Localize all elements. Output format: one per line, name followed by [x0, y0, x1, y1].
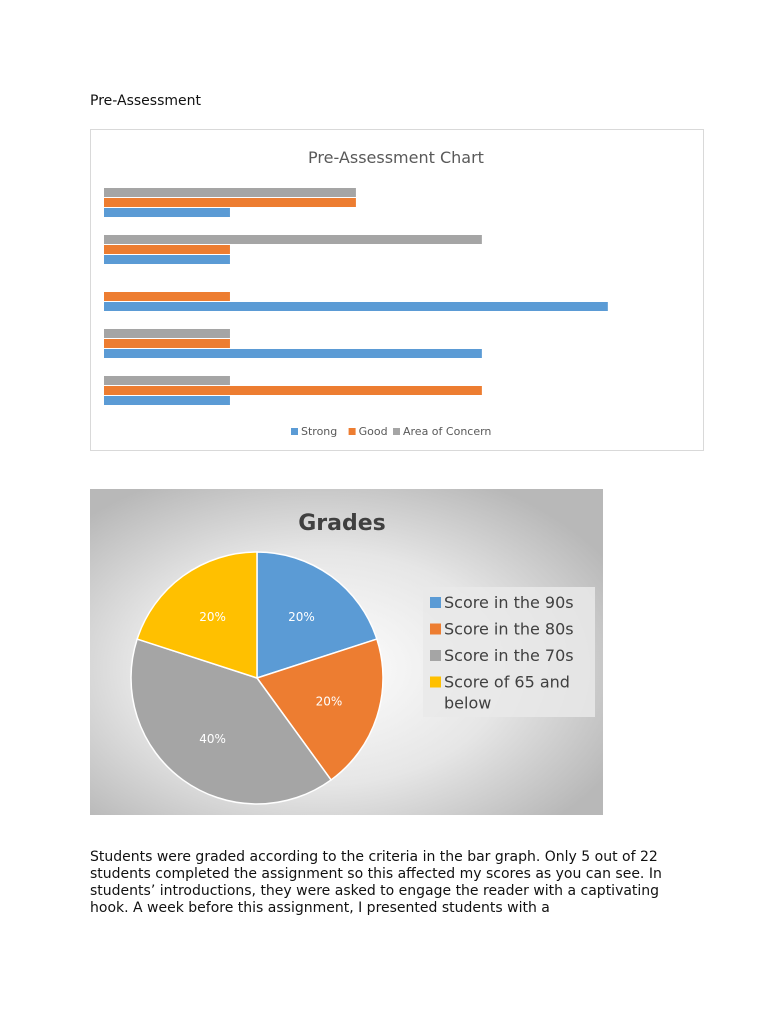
- bar-good-2: [104, 245, 230, 254]
- pie-chart-svg: [90, 489, 603, 815]
- legend-label-strong: Strong: [301, 425, 338, 438]
- pie-legend-swatch-score-in-the-70s: [430, 650, 441, 661]
- pie-chart-title: Grades: [298, 511, 386, 536]
- legend-label-area-of-concern: Area of Concern: [403, 425, 492, 438]
- body-paragraph: Students were graded according to the criteria in the bar graph. Only 5 out of 22 students completed the assignment so this affected my scores as you can see. In students’ introductions, they were asked to engage the reader with a captivating hook. A week before this assignment, I presented students with a: [90, 849, 662, 916]
- grades-pie-chart: [90, 489, 603, 815]
- legend-swatch-area-of-concern: [393, 428, 400, 435]
- pie-legend-label-score-in-the-90s: Score in the 90s: [444, 593, 574, 612]
- pie-legend-label-score-in-the-80s: Score in the 80s: [444, 619, 574, 639]
- pie-label-score-in-the-80s: 20%: [315, 694, 343, 709]
- pie-label-score-in-the-90s: 20%: [288, 609, 315, 624]
- bar-good-5: [104, 386, 482, 395]
- bar-strong-3: [104, 302, 608, 311]
- pie-label-score-of-65-and-below: 20%: [199, 609, 226, 624]
- bar-area-of-concern-5: [104, 376, 230, 385]
- bar-strong-1: [104, 208, 230, 217]
- legend-label-good: Good: [358, 425, 388, 438]
- bar-strong-2: [104, 255, 230, 264]
- page-title: Pre-Assessment: [90, 93, 201, 109]
- bar-good-1: [104, 198, 356, 207]
- pie-legend-label-score-of-65-and-below: Score of 65 and below: [444, 672, 570, 713]
- pie-legend-swatch-score-in-the-80s: [430, 624, 441, 635]
- bar-area-of-concern-4: [104, 329, 230, 338]
- bar-chart-svg: [91, 130, 703, 450]
- pie-label-score-in-the-70s: 40%: [199, 732, 226, 747]
- pie-legend-swatch-score-in-the-90s: [430, 597, 441, 608]
- bar-area-of-concern-1: [104, 188, 356, 197]
- bar-strong-4: [104, 349, 482, 358]
- bar-strong-5: [104, 396, 230, 405]
- pie-legend-label-score-in-the-70s: Score in the 70s: [444, 646, 574, 665]
- pre-assessment-bar-chart: [90, 129, 704, 451]
- bar-area-of-concern-2: [104, 235, 482, 244]
- legend-swatch-good: [349, 428, 356, 435]
- bar-good-3: [104, 292, 230, 301]
- bar-good-4: [104, 339, 230, 348]
- legend-swatch-strong: [291, 428, 298, 435]
- bar-chart-title: Pre-Assessment Chart: [308, 148, 484, 167]
- pie-legend-swatch-score-of-65-and-below: [430, 677, 441, 688]
